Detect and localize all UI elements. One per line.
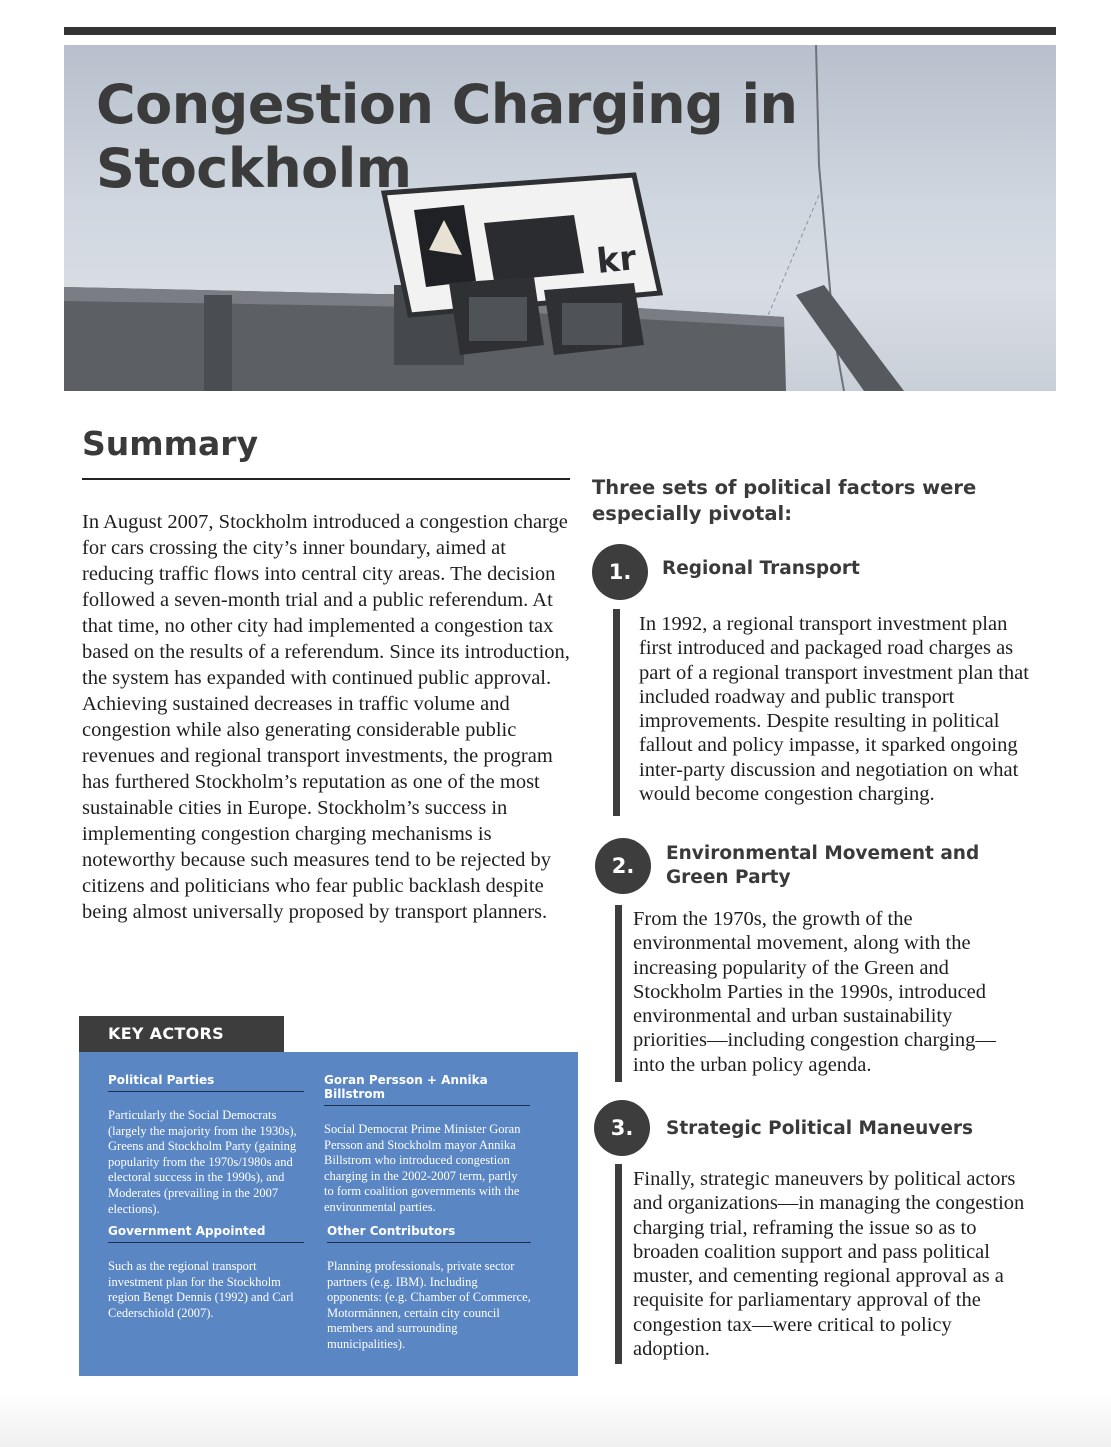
factor-bar: [615, 905, 622, 1082]
key-actor-text: Social Democrat Prime Minister Goran Persson and Stockholm mayor Annika Billstrom who introduced congestion charging in the 2002-2007 term, partly to form coalition governments with the environmental parties.: [324, 1122, 521, 1214]
key-actor-text: Planning professionals, private sector partners (e.g. IBM). Including opponents: (e.g. Chamber of Commerce, Motormännen, certain city council members and surrounding municipalities).: [327, 1259, 531, 1351]
factor-body: Finally, strategic maneuvers by political actors and organizations—in managing the congestion charging trial, reframing the issue so as to broaden coalition support and pass political muster, and cementing regional approval as a requisite for parliamentary approval of the congestion tax—were critical to policy adoption.: [633, 1168, 1025, 1361]
top-rule: [64, 27, 1056, 35]
key-actor-heading: Other Contributors: [327, 1224, 531, 1243]
factor-bar: [615, 1164, 622, 1364]
factor-bar: [613, 609, 620, 816]
factor-title: Regional Transport: [662, 558, 860, 579]
summary-divider: [82, 478, 570, 480]
factor-title: Environmental Movement and Green Party: [666, 843, 980, 888]
key-actor-group: [108, 1224, 304, 1321]
key-actor-heading: Political Parties: [108, 1073, 304, 1092]
summary-body: In August 2007, Stockholm introduced a congestion charge for cars crossing the city’s inner boundary, aimed at reducing traffic flows into central city areas. The decision followed a seven-month trial and a public referendum. At that time, no other city had implemented a congestion tax based on the results of a referendum. Since its introduction, the system has expanded with continued public approval. Achieving sustained decreases in traffic volume and congestion while also generating considerable public revenues and regional transport investments, the program has furthered Stockholm’s reputation as one of the most sustainable cities in Europe. Stockholm’s success in implementing congestion charging mechanisms is noteworthy because such measures tend to be rejected by citizens and politicians who fear public backlash despite being almost universally proposed by transport planners.: [82, 511, 570, 923]
factor-number-badge: 2.: [595, 838, 651, 894]
factors-intro: Three sets of political factors were especially pivotal:: [592, 476, 977, 525]
page-bottom-shade: [0, 1395, 1111, 1447]
page-title: Congestion Charging in Stockholm: [96, 73, 798, 200]
hero-image: [64, 45, 1056, 391]
summary-heading: Summary: [82, 424, 259, 463]
factor-number-badge: 1.: [592, 544, 648, 600]
key-actors-panel: [79, 1052, 578, 1376]
key-actor-heading: Government Appointed: [108, 1224, 304, 1243]
sign-currency-text: kr: [594, 238, 639, 282]
key-actor-text: Such as the regional transport investment plan for the Stockholm region Bengt Dennis (1992) and Carl Cederschiold (2007).: [108, 1259, 294, 1320]
key-actor-text: Particularly the Social Democrats (largely the majority from the 1930s), Greens and Stockholm Party (gaining popularity from the 1970s/1980s and electoral success in the 1990s), and Moderates (prevailing in the 2007 elections).: [108, 1108, 297, 1216]
key-actors-label: KEY ACTORS: [79, 1016, 284, 1052]
factor-number-badge: 3.: [594, 1100, 650, 1156]
key-actor-heading: Goran Persson + Annika Billstrom: [324, 1073, 530, 1106]
key-actor-group: [324, 1073, 530, 1216]
key-actor-group: [327, 1224, 531, 1353]
factor-body: From the 1970s, the growth of the environmental movement, along with the increasing popularity of the Green and Stockholm Parties in the 1990s, introduced environmental and urban sustainability priorities—including congestion charging— into the urban policy agenda.: [633, 908, 996, 1076]
key-actor-group: [108, 1073, 304, 1217]
factor-title: Strategic Political Maneuvers: [666, 1118, 974, 1139]
factor-body: In 1992, a regional transport investment plan first introduced and packaged road charges as part of a regional transport investment plan that included roadway and public transport improvements. Despite resulting in political fallout and policy impasse, it sparked ongoing inter-party discussion and negotiation on what would become congestion charging.: [639, 613, 1029, 806]
